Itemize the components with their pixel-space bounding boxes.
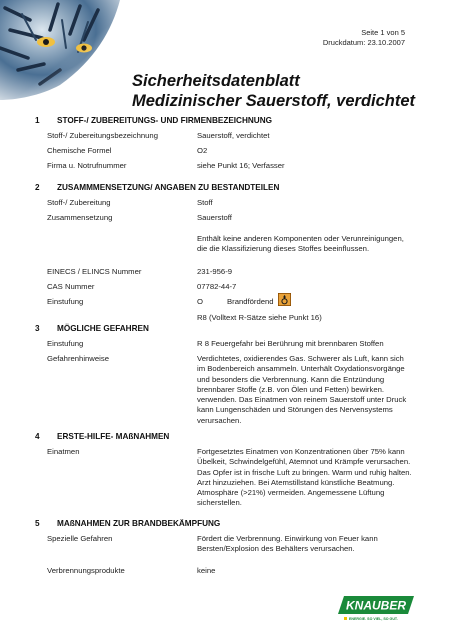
s5-value-2: keine bbox=[197, 566, 216, 575]
tiger-logo bbox=[0, 0, 128, 100]
s1-label-2: Chemische Formel bbox=[47, 146, 112, 155]
s2-einstufung-code: O bbox=[197, 297, 203, 306]
s4-label-1: Einatmen bbox=[47, 447, 80, 456]
logo-wordmark: KNAUBER bbox=[346, 598, 406, 613]
s3-label-2: Gefahrenhinweise bbox=[47, 354, 109, 363]
s2-label-3: EINECS / ELINCS Nummer bbox=[47, 267, 142, 276]
s4-value-1: Fortgesetztes Einatmen von Konzentrationen über 75% kann Übelkeit, Schwindelgefühl, Atemnot und Krämpfe verursachen. Das Opfer ist in frische Luft zu bringen. Warm und ruhig halten. Arzt hinzuziehen. Bei Atemstillstand künstliche Beatmung. Atmosphäre (>21%) vermeiden. Angemessene Lüftung sicherstellen. bbox=[197, 447, 412, 508]
s2-value-2: Sauerstoff bbox=[197, 213, 232, 222]
s1-value-3: siehe Punkt 16; Verfasser bbox=[197, 161, 285, 170]
s2-rsatz: R8 (Volltext R-Sätze siehe Punkt 16) bbox=[197, 313, 322, 322]
section-4-heading: 4 ERSTE-HILFE- MAßNAHMEN bbox=[35, 432, 170, 441]
s2-einstufung-text: Brandfördend bbox=[227, 297, 274, 306]
knauber-logo bbox=[336, 592, 416, 622]
print-date: Druckdatum: 23.10.2007 bbox=[322, 38, 405, 47]
section-2-heading: 2 ZUSAMMMENSETZUNG/ ANGABEN ZU BESTANDTEILEN bbox=[35, 183, 280, 192]
s1-label-1: Stoff-/ Zubereitungsbezeichnung bbox=[47, 131, 158, 140]
s5-label-2: Verbrennungsprodukte bbox=[47, 566, 125, 575]
section-3-heading: 3 MÖGLICHE GEFAHREN bbox=[35, 324, 149, 333]
section-1-heading: 1 STOFF-/ ZUBEREITUNGS- UND FIRMENBEZEICHNUNG bbox=[35, 116, 272, 125]
s2-value-1: Stoff bbox=[197, 198, 213, 207]
s1-value-2: O2 bbox=[197, 146, 208, 155]
s1-label-3: Firma u. Notrufnummer bbox=[47, 161, 127, 170]
s2-label-2: Zusammensetzung bbox=[47, 213, 113, 222]
page-indicator: Seite 1 von 5 bbox=[361, 28, 405, 37]
s2-label-4: CAS Nummer bbox=[47, 282, 95, 291]
s2-note: Enthält keine anderen Komponenten oder Verunreinigungen, die die Klassifizierung dieses Stoffes beeinflussen. bbox=[197, 234, 404, 254]
s2-label-1: Stoff-/ Zubereitung bbox=[47, 198, 111, 207]
flame-over-circle-icon bbox=[278, 293, 291, 306]
s5-label-1: Spezielle Gefahren bbox=[47, 534, 113, 543]
s2-value-3: 231-956-9 bbox=[197, 267, 233, 276]
s3-label-1: Einstufung bbox=[47, 339, 84, 348]
header-meta bbox=[323, 28, 405, 48]
s3-value-2: Verdichtetes, oxidierendes Gas. Schwerer als Luft, kann sich im Bodenbereich ansammeln. Unterhält Oxydationsvorgänge und besonders die Verbrennung. Kann die Entzündung brennbarer Stoffe (z.B. von Ölen und Fetten) bewirken. verwenden. Das Einatmen von reinem Sauerstoff unter Druck kann Lungenschäden und Störungen des Nervensystems verursachen. bbox=[197, 354, 407, 425]
title-line-1: Sicherheitsdatenblatt bbox=[132, 72, 300, 90]
title-line-2: Medizinischer Sauerstoff, verdichtet bbox=[132, 92, 416, 110]
s3-value-1: R 8 Feuergefahr bei Berührung mit brennbaren Stoffen bbox=[197, 339, 384, 348]
s2-label-5: Einstufung bbox=[47, 297, 84, 306]
s1-value-1: Sauerstoff, verdichtet bbox=[197, 131, 270, 140]
logo-tagline: ENERGIE. SO VIEL, SO GUT. bbox=[349, 617, 398, 621]
s2-value-4: 07782-44-7 bbox=[197, 282, 237, 291]
s5-value-1: Fördert die Verbrennung. Einwirkung von Feuer kann Bersten/Explosion des Behälters verursachen. bbox=[197, 534, 378, 554]
section-5-heading: 5 MAßNAHMEN ZUR BRANDBEKÄMPFUNG bbox=[35, 519, 221, 528]
document-title bbox=[132, 71, 415, 111]
